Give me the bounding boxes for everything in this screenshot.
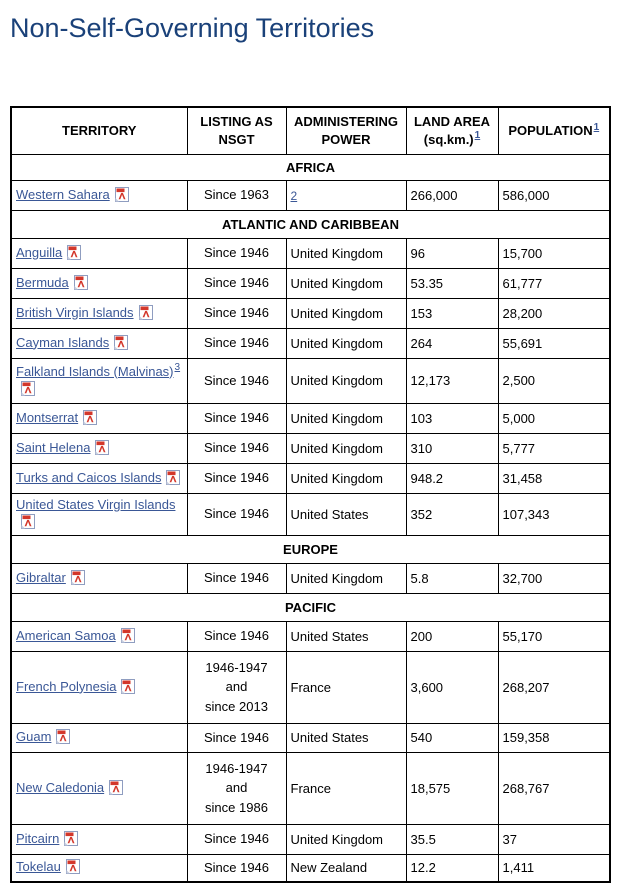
cell-population: 5,000 xyxy=(498,403,610,433)
table-row-american-samoa xyxy=(11,621,610,651)
cell-land-area: 96 xyxy=(406,238,498,268)
table-row-falkland-islands-malvinas xyxy=(11,358,610,403)
cell-population: 32,700 xyxy=(498,563,610,593)
territory-link-guam[interactable]: Guam xyxy=(16,729,52,745)
cell-administering-power: United Kingdom xyxy=(286,463,406,493)
cell-administering-power xyxy=(286,180,406,210)
cell-population: 5,777 xyxy=(498,433,610,463)
territory-link-cayman-islands[interactable]: Cayman Islands xyxy=(16,334,110,350)
cell-population: 37 xyxy=(498,824,610,854)
table-row-new-caledonia xyxy=(11,752,610,824)
cell-administering-power: New Zealand xyxy=(286,854,406,882)
cell-land-area: 3,600 xyxy=(406,651,498,723)
cell-territory xyxy=(11,403,187,433)
cell-population: 15,700 xyxy=(498,238,610,268)
territory-link-falkland-islands-malvinas[interactable]: Falkland Islands (Malvinas) xyxy=(16,363,174,379)
column-header-land-area xyxy=(406,107,498,154)
cell-land-area: 53.35 xyxy=(406,268,498,298)
cell-listing-nsgt: Since 1946 xyxy=(187,723,286,752)
pdf-file-icon[interactable] xyxy=(66,859,80,874)
cell-land-area: 540 xyxy=(406,723,498,752)
pdf-file-icon[interactable] xyxy=(21,514,35,529)
cell-territory xyxy=(11,651,187,723)
table-row-pitcairn xyxy=(11,824,610,854)
table-row-guam xyxy=(11,723,610,752)
cell-territory xyxy=(11,752,187,824)
column-header-listing xyxy=(187,107,286,154)
column-header-label: LISTING AS NSGT xyxy=(200,114,273,147)
cell-listing-nsgt: Since 1946 xyxy=(187,328,286,358)
cell-territory xyxy=(11,298,187,328)
cell-listing-nsgt: Since 1946 xyxy=(187,358,286,403)
territory-link-saint-helena[interactable]: Saint Helena xyxy=(16,439,91,455)
cell-population: 2,500 xyxy=(498,358,610,403)
land-area-footnote-link[interactable]: 1 xyxy=(474,130,481,142)
cell-listing-nsgt: Since 1946 xyxy=(187,463,286,493)
table-row-united-states-virgin-islands xyxy=(11,493,610,535)
territory-link-turks-and-caicos-islands[interactable]: Turks and Caicos Islands xyxy=(16,469,162,485)
pdf-file-icon[interactable] xyxy=(67,245,81,260)
pdf-file-icon[interactable] xyxy=(83,410,97,425)
territory-link-british-virgin-islands[interactable]: British Virgin Islands xyxy=(16,304,134,320)
cell-population: 1,411 xyxy=(498,854,610,882)
column-header-territory xyxy=(11,107,187,154)
cell-territory xyxy=(11,493,187,535)
pdf-file-icon[interactable] xyxy=(121,679,135,694)
cell-land-area: 5.8 xyxy=(406,563,498,593)
cell-listing-nsgt: Since 1946 xyxy=(187,298,286,328)
cell-land-area: 35.5 xyxy=(406,824,498,854)
cell-listing-nsgt: Since 1946 xyxy=(187,433,286,463)
cell-territory xyxy=(11,723,187,752)
table-row-saint-helena xyxy=(11,433,610,463)
cell-population: 55,691 xyxy=(498,328,610,358)
section-header-pacific: PACIFIC xyxy=(11,593,610,621)
territories-table xyxy=(10,106,611,883)
cell-administering-power: United Kingdom xyxy=(286,563,406,593)
cell-population: 61,777 xyxy=(498,268,610,298)
pdf-file-icon[interactable] xyxy=(109,780,123,795)
territory-link-united-states-virgin-islands[interactable]: United States Virgin Islands xyxy=(16,497,176,513)
pdf-file-icon[interactable] xyxy=(115,187,129,202)
cell-listing-nsgt: Since 1946 xyxy=(187,493,286,535)
cell-population: 586,000 xyxy=(498,180,610,210)
column-header-label: POPULATION xyxy=(508,122,593,138)
table-row-turks-and-caicos-islands xyxy=(11,463,610,493)
section-row-atlantic-and-caribbean xyxy=(11,210,610,238)
territory-link-bermuda[interactable]: Bermuda xyxy=(16,274,69,290)
cell-territory xyxy=(11,238,187,268)
cell-population: 107,343 xyxy=(498,493,610,535)
cell-administering-power: United Kingdom xyxy=(286,328,406,358)
cell-listing-nsgt: 1946-1947 and since 1986 xyxy=(187,752,286,824)
cell-listing-nsgt: Since 1946 xyxy=(187,621,286,651)
cell-administering-power: France xyxy=(286,651,406,723)
cell-territory xyxy=(11,358,187,403)
section-row-africa xyxy=(11,154,610,180)
column-header-label: ADMINISTERING POWER xyxy=(294,114,398,147)
cell-administering-power: United Kingdom xyxy=(286,298,406,328)
cell-territory xyxy=(11,180,187,210)
cell-administering-power: United States xyxy=(286,723,406,752)
territory-link-pitcairn[interactable]: Pitcairn xyxy=(16,830,60,846)
column-header-label: TERRITORY xyxy=(62,122,137,138)
table-row-gibraltar xyxy=(11,563,610,593)
cell-administering-power: United Kingdom xyxy=(286,433,406,463)
cell-territory xyxy=(11,824,187,854)
cell-listing-nsgt: Since 1946 xyxy=(187,268,286,298)
territory-link-american-samoa[interactable]: American Samoa xyxy=(16,627,116,643)
cell-population: 268,207 xyxy=(498,651,610,723)
column-header-population xyxy=(498,107,610,154)
pdf-file-icon[interactable] xyxy=(139,305,153,320)
page-title: Non-Self-Governing Territories xyxy=(10,13,375,43)
table-row-bermuda xyxy=(11,268,610,298)
cell-land-area: 264 xyxy=(406,328,498,358)
pdf-file-icon[interactable] xyxy=(114,335,128,350)
cell-land-area: 153 xyxy=(406,298,498,328)
pdf-file-icon[interactable] xyxy=(74,275,88,290)
cell-population: 31,458 xyxy=(498,463,610,493)
cell-territory xyxy=(11,268,187,298)
cell-territory xyxy=(11,563,187,593)
cell-administering-power: United States xyxy=(286,493,406,535)
pdf-file-icon[interactable] xyxy=(64,831,78,846)
table-row-british-virgin-islands xyxy=(11,298,610,328)
cell-territory xyxy=(11,328,187,358)
territory-link-western-sahara[interactable]: Western Sahara xyxy=(16,186,110,202)
table-row-french-polynesia xyxy=(11,651,610,723)
territory-link-anguilla[interactable]: Anguilla xyxy=(16,244,63,260)
section-header-atlantic-and-caribbean: ATLANTIC AND CARIBBEAN xyxy=(11,210,610,238)
cell-land-area: 352 xyxy=(406,493,498,535)
table-row-anguilla xyxy=(11,238,610,268)
section-header-europe: EUROPE xyxy=(11,535,610,563)
territory-link-french-polynesia[interactable]: French Polynesia xyxy=(16,678,117,694)
cell-listing-nsgt: Since 1963 xyxy=(187,180,286,210)
section-row-pacific xyxy=(11,593,610,621)
pdf-file-icon[interactable] xyxy=(71,570,85,585)
column-header-label: LAND AREA (sq.km.) xyxy=(413,114,491,147)
pdf-file-icon[interactable] xyxy=(95,440,109,455)
cell-listing-nsgt: Since 1946 xyxy=(187,238,286,268)
pdf-file-icon[interactable] xyxy=(121,628,135,643)
territory-link-gibraltar[interactable]: Gibraltar xyxy=(16,569,66,585)
cell-listing-nsgt: Since 1946 xyxy=(187,824,286,854)
cell-land-area: 12.2 xyxy=(406,854,498,882)
territory-link-new-caledonia[interactable]: New Caledonia xyxy=(16,779,105,795)
table-row-cayman-islands xyxy=(11,328,610,358)
column-header-power xyxy=(286,107,406,154)
cell-land-area: 200 xyxy=(406,621,498,651)
section-header-africa: AFRICA xyxy=(11,154,610,180)
cell-land-area: 103 xyxy=(406,403,498,433)
section-row-europe xyxy=(11,535,610,563)
territory-link-montserrat[interactable]: Montserrat xyxy=(16,409,79,425)
cell-territory xyxy=(11,621,187,651)
table-row-montserrat xyxy=(11,403,610,433)
cell-land-area: 310 xyxy=(406,433,498,463)
cell-administering-power: United Kingdom xyxy=(286,824,406,854)
cell-territory xyxy=(11,433,187,463)
cell-administering-power: United Kingdom xyxy=(286,238,406,268)
cell-territory xyxy=(11,463,187,493)
pdf-file-icon[interactable] xyxy=(21,381,35,396)
administering-power-footnote-link[interactable]: 2 xyxy=(290,188,298,203)
cell-land-area: 266,000 xyxy=(406,180,498,210)
cell-listing-nsgt: Since 1946 xyxy=(187,403,286,433)
cell-land-area: 12,173 xyxy=(406,358,498,403)
cell-land-area: 948.2 xyxy=(406,463,498,493)
cell-administering-power: United Kingdom xyxy=(286,268,406,298)
table-header-row xyxy=(11,107,610,154)
cell-listing-nsgt: Since 1946 xyxy=(187,563,286,593)
cell-population: 28,200 xyxy=(498,298,610,328)
cell-population: 268,767 xyxy=(498,752,610,824)
cell-administering-power: United Kingdom xyxy=(286,403,406,433)
territory-link-tokelau[interactable]: Tokelau xyxy=(16,859,61,875)
pdf-file-icon[interactable] xyxy=(166,470,180,485)
population-footnote-link[interactable]: 1 xyxy=(593,121,600,133)
cell-listing-nsgt: Since 1946 xyxy=(187,854,286,882)
cell-administering-power: United Kingdom xyxy=(286,358,406,403)
cell-population: 55,170 xyxy=(498,621,610,651)
cell-administering-power: France xyxy=(286,752,406,824)
cell-population: 159,358 xyxy=(498,723,610,752)
pdf-file-icon[interactable] xyxy=(56,729,70,744)
cell-listing-nsgt: 1946-1947 and since 2013 xyxy=(187,651,286,723)
cell-land-area: 18,575 xyxy=(406,752,498,824)
table-row-western-sahara xyxy=(11,180,610,210)
cell-administering-power: United States xyxy=(286,621,406,651)
falkland-islands-malvinas-footnote-link[interactable]: 3 xyxy=(174,362,181,374)
